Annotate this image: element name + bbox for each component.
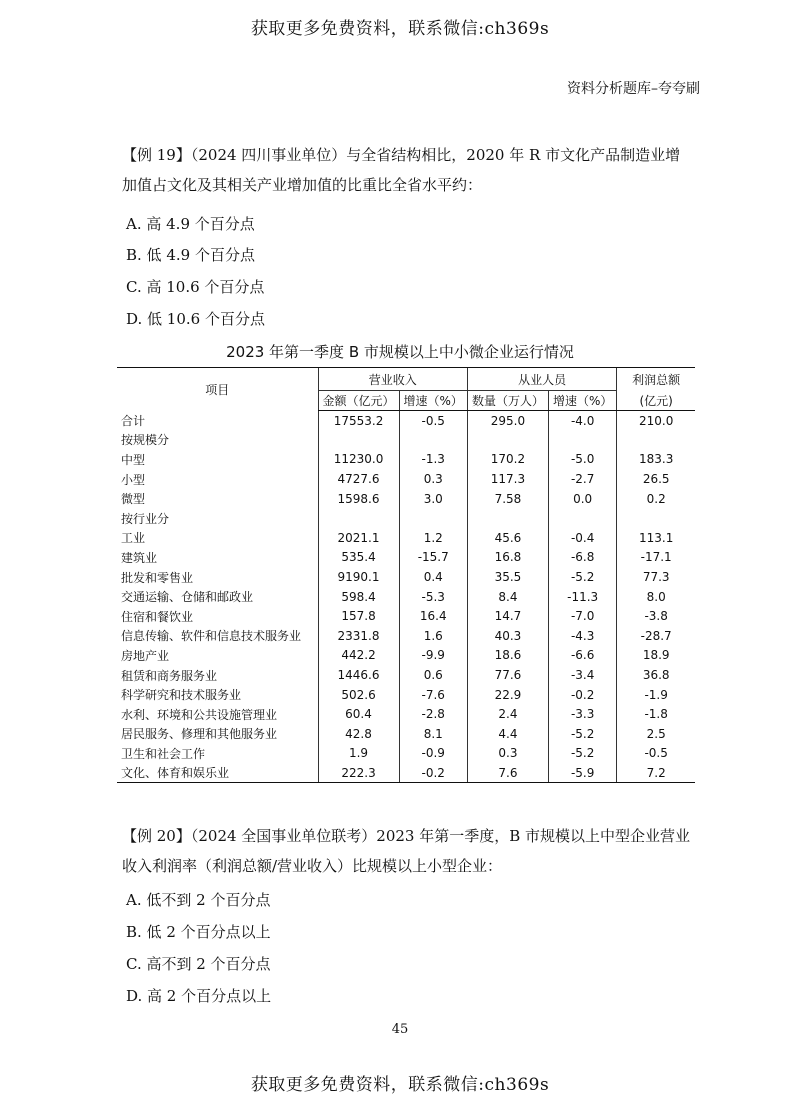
cell: -4.0 <box>548 411 616 431</box>
cell: 1.6 <box>399 626 467 646</box>
cell: 35.5 <box>467 567 548 587</box>
q19-option-d: D. 低 10.6 个百分点 <box>126 310 265 328</box>
cell: 11230.0 <box>318 450 399 470</box>
row-name: 交通运输、仓储和邮政业 <box>121 590 254 605</box>
row-name: 信息传输、软件和信息技术服务业 <box>121 629 302 644</box>
data-table <box>117 367 695 783</box>
cell: -1.9 <box>617 685 695 705</box>
cell: 183.3 <box>617 450 695 470</box>
header-emp-count: 数量（万人） <box>467 391 548 411</box>
row-name: 中型 <box>121 452 146 467</box>
cell: -1.3 <box>399 450 467 470</box>
cell: 14.7 <box>467 606 548 626</box>
cell: 77.3 <box>617 567 695 587</box>
table-title: 2023 年第一季度 B 市规模以上中小微企业运行情况 <box>226 343 574 361</box>
row-name: 房地产业 <box>121 648 170 663</box>
cell: -9.9 <box>399 646 467 666</box>
cell: -0.4 <box>548 528 616 548</box>
row-name: 卫生和社会工作 <box>121 746 206 761</box>
cell: -7.6 <box>399 685 467 705</box>
cell: -3.3 <box>548 704 616 724</box>
table-row <box>117 450 695 470</box>
cell: 1.2 <box>399 528 467 548</box>
cell: -5.9 <box>548 763 616 783</box>
cell: -0.5 <box>399 411 467 431</box>
cell: 0.3 <box>467 744 548 764</box>
cell: -0.5 <box>617 744 695 764</box>
section-row-industry <box>117 508 695 528</box>
header-revenue-amount: 金额（亿元） <box>318 391 399 411</box>
q19-option-a: A. 高 4.9 个百分点 <box>126 215 255 233</box>
row-name: 科学研究和技术服务业 <box>121 688 242 703</box>
cell: 16.8 <box>467 548 548 568</box>
question-20-text: 【例 20】（2024 全国事业单位联考）2023 年第一季度，B 市规模以上中型企业营业收入利润率（利润总额/营业收入）比规模以上小型企业： <box>122 827 691 875</box>
table-row <box>117 704 695 724</box>
cell: 77.6 <box>467 665 548 685</box>
cell: -6.6 <box>548 646 616 666</box>
cell: 26.5 <box>617 469 695 489</box>
cell: 502.6 <box>318 685 399 705</box>
page-number: 45 <box>391 1022 409 1037</box>
cell: 7.2 <box>617 763 695 783</box>
table-row <box>117 567 695 587</box>
row-name: 批发和零售业 <box>121 570 194 585</box>
cell: 0.3 <box>399 469 467 489</box>
cell: 222.3 <box>318 763 399 783</box>
cell: -3.8 <box>617 606 695 626</box>
q20-option-d: D. 高 2 个百分点以上 <box>126 987 272 1005</box>
row-name: 文化、体育和娱乐业 <box>117 763 318 783</box>
cell: 9190.1 <box>318 567 399 587</box>
row-name: 工业 <box>121 531 146 546</box>
cell: 1598.6 <box>318 489 399 509</box>
row-name: 住宿和餐饮业 <box>121 609 194 624</box>
cell: 16.4 <box>399 606 467 626</box>
cell: 295.0 <box>467 411 548 431</box>
cell: 1446.6 <box>318 665 399 685</box>
table-row <box>117 489 695 509</box>
table-row <box>117 685 695 705</box>
cell: -15.7 <box>399 548 467 568</box>
table-row <box>117 528 695 548</box>
section-row-scale <box>117 430 695 450</box>
cell: 18.6 <box>467 646 548 666</box>
cell: -17.1 <box>617 548 695 568</box>
cell: -0.9 <box>399 744 467 764</box>
table-row <box>117 724 695 744</box>
cell: 1.9 <box>318 744 399 764</box>
table-header-row <box>117 368 695 391</box>
cell: -4.3 <box>548 626 616 646</box>
cell: 7.6 <box>467 763 548 783</box>
cell: 2.4 <box>467 704 548 724</box>
table-row-total <box>117 411 695 431</box>
table-row <box>117 763 695 783</box>
header-employees: 从业人员 <box>467 368 616 391</box>
row-name: 合计 <box>121 413 146 428</box>
cell: 117.3 <box>467 469 548 489</box>
table-row <box>117 469 695 489</box>
cell: 0.2 <box>617 489 695 509</box>
question-19-text: 【例 19】（2024 四川事业单位）与全省结构相比，2020 年 R 市文化产品制造业增加值占文化及其相关产业增加值的比重比全省水平约： <box>122 146 681 194</box>
top-banner: 获取更多免费资料，联系微信:ch369s <box>250 19 550 39</box>
cell: -5.2 <box>548 744 616 764</box>
row-name: 建筑业 <box>121 550 158 565</box>
cell: 45.6 <box>467 528 548 548</box>
q20-option-c: C. 高不到 2 个百分点 <box>126 955 271 973</box>
q20-option-b: B. 低 2 个百分点以上 <box>126 923 271 941</box>
header-revenue-growth: 增速（%） <box>399 391 467 411</box>
table-row <box>117 744 695 764</box>
cell: -2.7 <box>548 469 616 489</box>
header-revenue: 营业收入 <box>318 368 467 391</box>
table-row <box>117 587 695 607</box>
header-profit: 利润总额 <box>617 368 695 391</box>
row-name: 小型 <box>121 472 146 487</box>
table-row <box>117 626 695 646</box>
cell: -28.7 <box>617 626 695 646</box>
cell: 3.0 <box>399 489 467 509</box>
cell: -5.2 <box>548 567 616 587</box>
table-row <box>117 665 695 685</box>
row-name: 水利、环境和公共设施管理业 <box>121 707 278 722</box>
cell: 2331.8 <box>318 626 399 646</box>
cell: 36.8 <box>617 665 695 685</box>
header-title: 资料分析题库–夸夸刷 <box>567 81 700 97</box>
cell: -6.8 <box>548 548 616 568</box>
cell: 42.8 <box>318 724 399 744</box>
cell: 60.4 <box>318 704 399 724</box>
cell: 113.1 <box>617 528 695 548</box>
cell: -0.2 <box>399 763 467 783</box>
cell: 0.4 <box>399 567 467 587</box>
q20-option-a: A. 低不到 2 个百分点 <box>126 891 271 909</box>
cell: 170.2 <box>467 450 548 470</box>
cell: -7.0 <box>548 606 616 626</box>
cell: -3.4 <box>548 665 616 685</box>
cell: -5.3 <box>399 587 467 607</box>
cell: -5.2 <box>548 724 616 744</box>
cell: 535.4 <box>318 548 399 568</box>
cell: -11.3 <box>548 587 616 607</box>
q19-option-b: B. 低 4.9 个百分点 <box>126 246 255 264</box>
row-name: 租赁和商务服务业 <box>121 668 218 683</box>
cell: -5.0 <box>548 450 616 470</box>
header-profit-unit: (亿元) <box>617 391 695 411</box>
cell: 4.4 <box>467 724 548 744</box>
cell: 2021.1 <box>318 528 399 548</box>
cell: 598.4 <box>318 587 399 607</box>
cell: 157.8 <box>318 606 399 626</box>
bottom-banner: 获取更多免费资料，联系微信:ch369s <box>250 1075 550 1095</box>
header-item: 项目 <box>117 368 318 411</box>
cell: 0.6 <box>399 665 467 685</box>
cell: -0.2 <box>548 685 616 705</box>
cell: 40.3 <box>467 626 548 646</box>
cell: -1.8 <box>617 704 695 724</box>
q19-option-c: C. 高 10.6 个百分点 <box>126 278 265 296</box>
cell: 17553.2 <box>318 411 399 431</box>
table-row <box>117 548 695 568</box>
row-name: 居民服务、修理和其他服务业 <box>121 727 278 742</box>
row-name: 微型 <box>121 492 146 507</box>
table-row <box>117 606 695 626</box>
section-label: 按规模分 <box>121 433 170 448</box>
table-row <box>117 646 695 666</box>
cell: 8.1 <box>399 724 467 744</box>
cell: 22.9 <box>467 685 548 705</box>
cell: 210.0 <box>617 411 695 431</box>
cell: -2.8 <box>399 704 467 724</box>
cell: 18.9 <box>617 646 695 666</box>
cell: 442.2 <box>318 646 399 666</box>
header-emp-growth: 增速（%） <box>548 391 616 411</box>
cell: 0.0 <box>548 489 616 509</box>
section-label: 按行业分 <box>121 511 170 526</box>
cell: 8.0 <box>617 587 695 607</box>
cell: 8.4 <box>467 587 548 607</box>
cell: 7.58 <box>467 489 548 509</box>
cell: 4727.6 <box>318 469 399 489</box>
cell: 2.5 <box>617 724 695 744</box>
